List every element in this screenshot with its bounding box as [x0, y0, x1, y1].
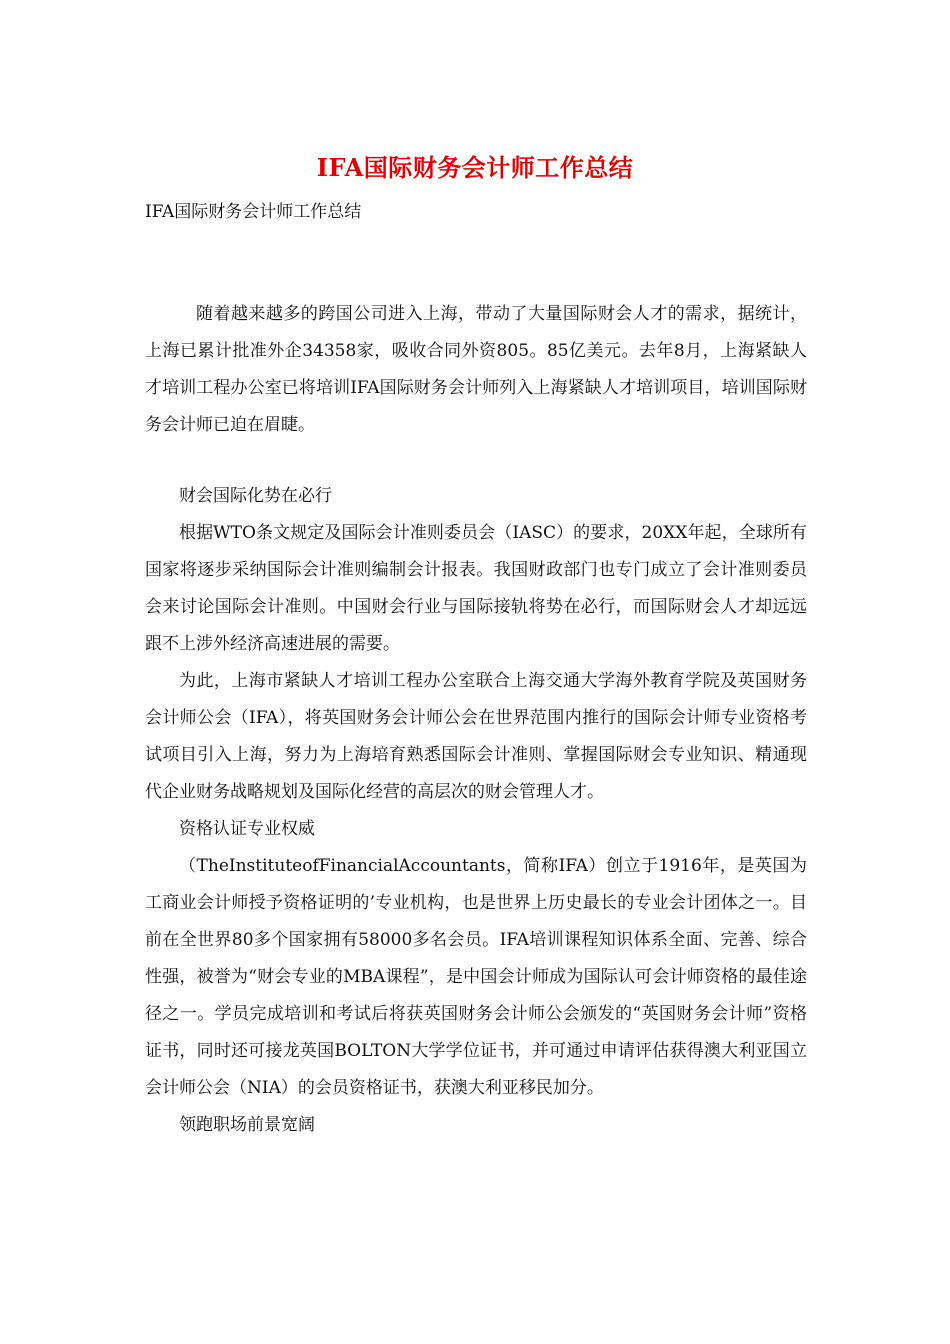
section2-paragraph-1: （TheInstituteofFinancialAccountants，简称IFA）创立于1916年，是英国为工商业会计师授予资格证明的’专业机构，也是世界上历史最长的专业会计团体之一。目前在全世界80多个国家拥有58000多名会员。IFA培训课程知识体系全面、完善、综合性强，被誉为“财会专业的MBA课程”，是中国会计师成为国际认可会计师资格的最佳途径之一。学员完成培训和考试后将获英国财务会计师公会颁发的“英国财务会计师”资格证书，同时还可接龙英国BOLTON大学学位证书，并可通过申请评估获得澳大利亚国立会计师公会（NIA）的会员资格证书，获澳大利亚移民加分。	[145, 856, 807, 1098]
section-heading-internationalization: 财会国际化势在必行	[179, 486, 332, 506]
section1-paragraph-1: 根据WTO条文规定及国际会计准则委员会（IASC）的要求，20XX年起，全球所有国家将逐步采纳国际会计准则编制会计报表。我国财政部门也专门成立了会计准则委员会来讨论国际会计准则。中国财会行业与国际接轨将势在必行，而国际财会人才却远远跟不上涉外经济高速进展的需要。	[145, 523, 807, 654]
section-heading-career: 领跑职场前景宽阔	[179, 1115, 315, 1135]
intro-paragraph: 随着越来越多的跨国公司进入上海，带动了大量国际财会人才的需求，据统计，上海已累计批准外企34358家，吸收合同外资805。85亿美元。去年8月，上海紧缺人才培训工程办公室已将培训IFA国际财务会计师列入上海紧缺人才培训项目，培训国际财务会计师已迫在眉睫。	[145, 304, 807, 435]
main-content	[145, 478, 807, 1144]
section-heading-certification: 资格认证专业权威	[179, 819, 315, 839]
intro-section	[145, 296, 807, 444]
document-title: IFA国际财务会计师工作总结	[316, 153, 634, 182]
section1-paragraph-2: 为此，上海市紧缺人才培训工程办公室联合上海交通大学海外教育学院及英国财务会计师公会（IFA），将英国财务会计师公会在世界范围内推行的国际会计师专业资格考试项目引入上海，努力为上海培育熟悉国际会计准则、掌握国际财会专业知识、精通现代企业财务战略规划及国际化经营的高层次的财会管理人才。	[145, 671, 807, 802]
document-subtitle: IFA国际财务会计师工作总结	[145, 202, 362, 222]
